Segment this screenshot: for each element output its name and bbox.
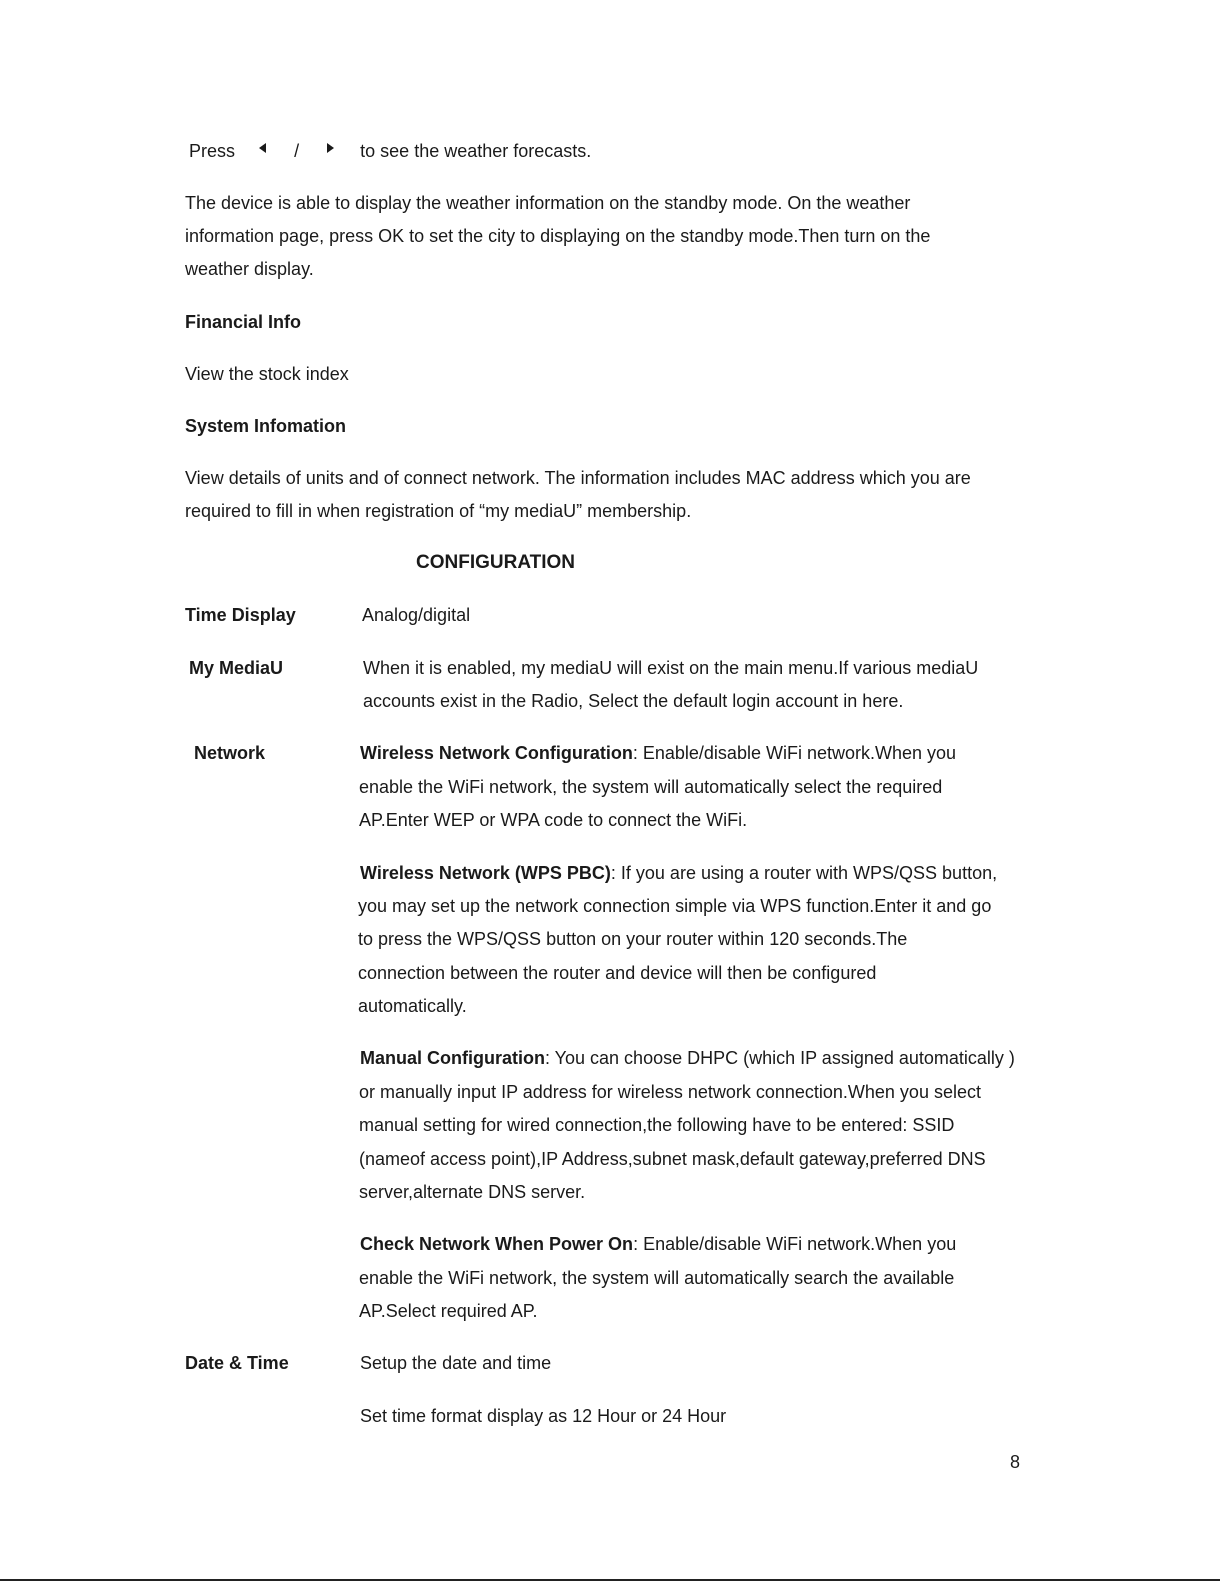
manual-line: server,alternate DNS server.: [359, 1182, 586, 1202]
check-text: : Enable/disable WiFi network.When you: [633, 1234, 957, 1254]
weather-nav-instruction: [189, 139, 591, 163]
wnc-text: : Enable/disable WiFi network.When you: [632, 743, 957, 763]
weather-paragraph-line: information page, press OK to set the city to displaying on the standby mode.Then turn on the: [185, 226, 931, 246]
system-text-line: required to fill in when registration of “my mediaU” membership.: [185, 501, 692, 521]
wps-line: automatically.: [358, 996, 467, 1016]
check-line: enable the WiFi network, the system will automatically search the available: [359, 1268, 955, 1288]
system-heading: System Infomation: [185, 416, 347, 436]
manual-line: or manually input IP address for wireless network connection.When you select: [359, 1082, 981, 1102]
wnc-line: [360, 741, 956, 765]
datetime-label: Date & Time: [185, 1353, 289, 1373]
manual-text: : You can choose DHPC (which IP assigned automatically ): [544, 1048, 1015, 1068]
check-line: [360, 1232, 956, 1256]
weather-paragraph-line: weather display.: [185, 259, 314, 279]
page-bottom-edge: [0, 1579, 1220, 1581]
mymediau-text-line: accounts exist in the Radio, Select the default login account in here.: [363, 691, 904, 711]
network-label: Network: [194, 743, 266, 763]
manual-line: [360, 1046, 1015, 1070]
time-display-value: Analog/digital: [362, 605, 471, 625]
configuration-title: CONFIGURATION: [416, 552, 576, 573]
wps-line: connection between the router and device will then be configured: [358, 963, 877, 983]
check-line: AP.Select required AP.: [359, 1301, 538, 1321]
financial-heading: Financial Info: [185, 312, 302, 332]
manual-title: Manual Configuration: [360, 1048, 545, 1068]
manual-line: (nameof access point),IP Address,subnet mask,default gateway,preferred DNS: [359, 1149, 986, 1169]
mymediau-label: My MediaU: [189, 658, 284, 678]
check-title: Check Network When Power On: [360, 1234, 634, 1254]
press-text: Press: [189, 141, 236, 161]
left-arrow-icon: [259, 143, 266, 153]
financial-text: View the stock index: [185, 364, 349, 384]
wps-line: [360, 861, 997, 885]
weather-paragraph-line: The device is able to display the weather information on the standby mode. On the weather: [185, 193, 911, 213]
time-display-label: Time Display: [185, 605, 296, 625]
wnc-line: enable the WiFi network, the system will automatically select the required: [359, 777, 943, 797]
wps-title: Wireless Network (WPS PBC): [360, 863, 611, 883]
wnc-title: Wireless Network Configuration: [360, 743, 633, 763]
wps-line: to press the WPS/QSS button on your router within 120 seconds.The: [358, 929, 908, 949]
page-number: 8: [1010, 1452, 1021, 1472]
datetime-text-line: Set time format display as 12 Hour or 24 Hour: [360, 1406, 727, 1426]
manual-line: manual setting for wired connection,the following have to be entered: SSID: [359, 1115, 955, 1135]
datetime-text-line: Setup the date and time: [360, 1353, 552, 1373]
slash-text: /: [294, 141, 300, 161]
wps-line: you may set up the network connection simple via WPS function.Enter it and go: [358, 896, 992, 916]
mymediau-text-line: When it is enabled, my mediaU will exist on the main menu.If various mediaU: [363, 658, 979, 678]
wps-text: : If you are using a router with WPS/QSS button,: [610, 863, 998, 883]
right-arrow-icon: [327, 143, 334, 153]
forecast-text: to see the weather forecasts.: [360, 141, 592, 161]
wnc-line: AP.Enter WEP or WPA code to connect the WiFi.: [359, 810, 748, 830]
system-text-line: View details of units and of connect network. The information includes MAC address which you are: [185, 468, 971, 488]
